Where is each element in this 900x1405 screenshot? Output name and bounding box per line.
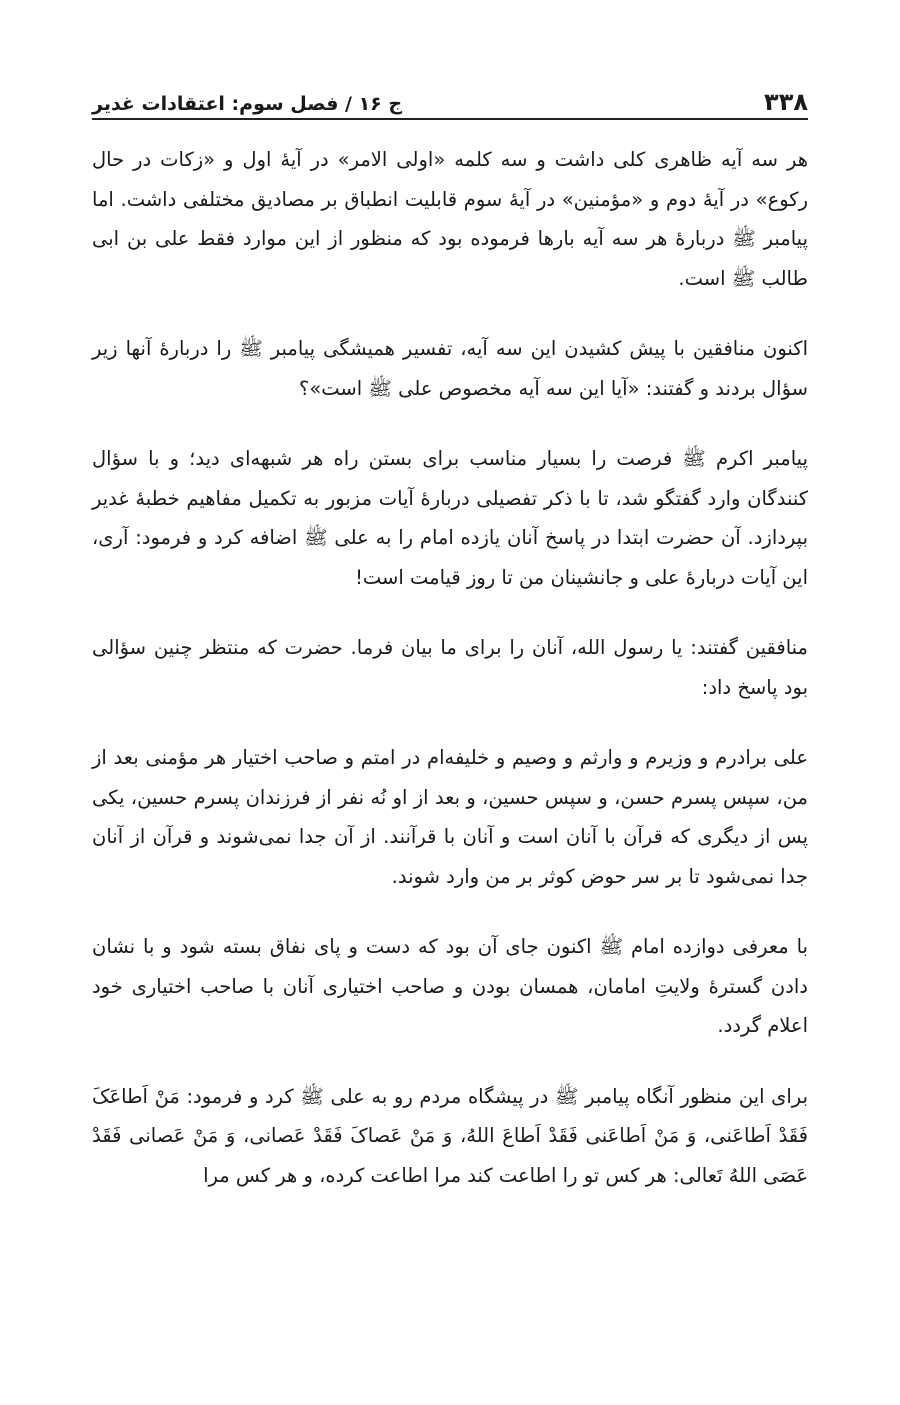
paragraph-7: برای این منظور آنگاه پیامبر ﷺ در پیشگاه مردم رو به علی ﷺ کرد و فرمود: مَنْ اَطاعَکَ فَقَدْ اَطاعَنی، وَ مَنْ اَطاعَنی فَقَدْ اَطاعَ اللهُ، وَ مَنْ عَصاکَ فَقَدْ عَصانی، وَ مَنْ عَصانی فَقَدْ عَصَی اللهُ تَعالی: هر کس تو را اطاعت کند مرا اطاعت کرده، و هر کس مرا: [92, 1084, 808, 1187]
paragraph-1: هر سه آیه ظاهری کلی داشت و سه کلمه «اولی الامر» در آیۀ اول و «زکات در حال رکوع» در آیۀ دوم و «مؤمنین» در آیۀ سوم قابلیت انطباق بر مصادیق مختلفی داشت. اما پیامبر ﷺ دربارۀ هر سه آیه بارها فرموده بود که منظور از این موارد فقط علی بن ابی طالب ﷺ است.: [92, 148, 808, 290]
paragraph-6: با معرفی دوازده امام ﷺ اکنون جای آن بود که دست و پای نفاق بسته شود و با نشان دادن گسترۀ ولایتِ امامان، همسان بودن و صاحب اختیاری آنان با صاحب اختیاری خود اعلام گردد.: [92, 935, 808, 1037]
paragraph-3: پیامبر اکرم ﷺ فرصت را بسیار مناسب برای بستن راه هر شبهه‌ای دید؛ و با سؤال کنندگان وارد گفتگو شد، تا با ذکر تفصیلی دربارۀ آیات مزبور به تکمیل مفاهیم خطبۀ غدیر بپردازد. آن حضرت ابتدا در پاسخ آنان یازده امام را به علی ﷺ اضافه کرد و فرمود: آری، این آیات دربارۀ علی و جانشینان من تا روز قیامت است!: [92, 447, 808, 589]
page-number: ۳۳۸: [764, 88, 808, 116]
paragraph-4: منافقین گفتند: یا رسول الله، آنان را برای ما بیان فرما. حضرت که منتظر چنین سؤالی بود پاسخ داد:: [92, 636, 808, 699]
header-divider: [92, 118, 808, 120]
body-text: [92, 140, 808, 1226]
paragraph-5-quote: علی برادرم و وزیرم و وارثم و وصیم و خلیفه‌ام در امتم و صاحب اختیار هر مؤمنی بعد از من، سپس پسرم حسن، و سپس حسین، و بعد از او نُه نفر از فرزندان پسرم حسین، یکی پس از دیگری که قرآن با آنان است و آنان با قرآنند. از آن جدا نمی‌شوند و قرآن از آنان جدا نمی‌شود تا بر سر حوض کوثر بر من وارد شوند.: [92, 746, 808, 888]
page-header: [92, 72, 808, 114]
running-title: ج ۱۶ / فصل سوم: اعتقادات غدیر: [92, 93, 403, 115]
paragraph-2: اکنون منافقین با پیش کشیدن این سه آیه، تفسیر همیشگی پیامبر ﷺ را دربارۀ آنها زیر سؤال بردند و گفتند: «آیا این سه آیه مخصوص علی ﷺ است»؟: [92, 337, 808, 400]
